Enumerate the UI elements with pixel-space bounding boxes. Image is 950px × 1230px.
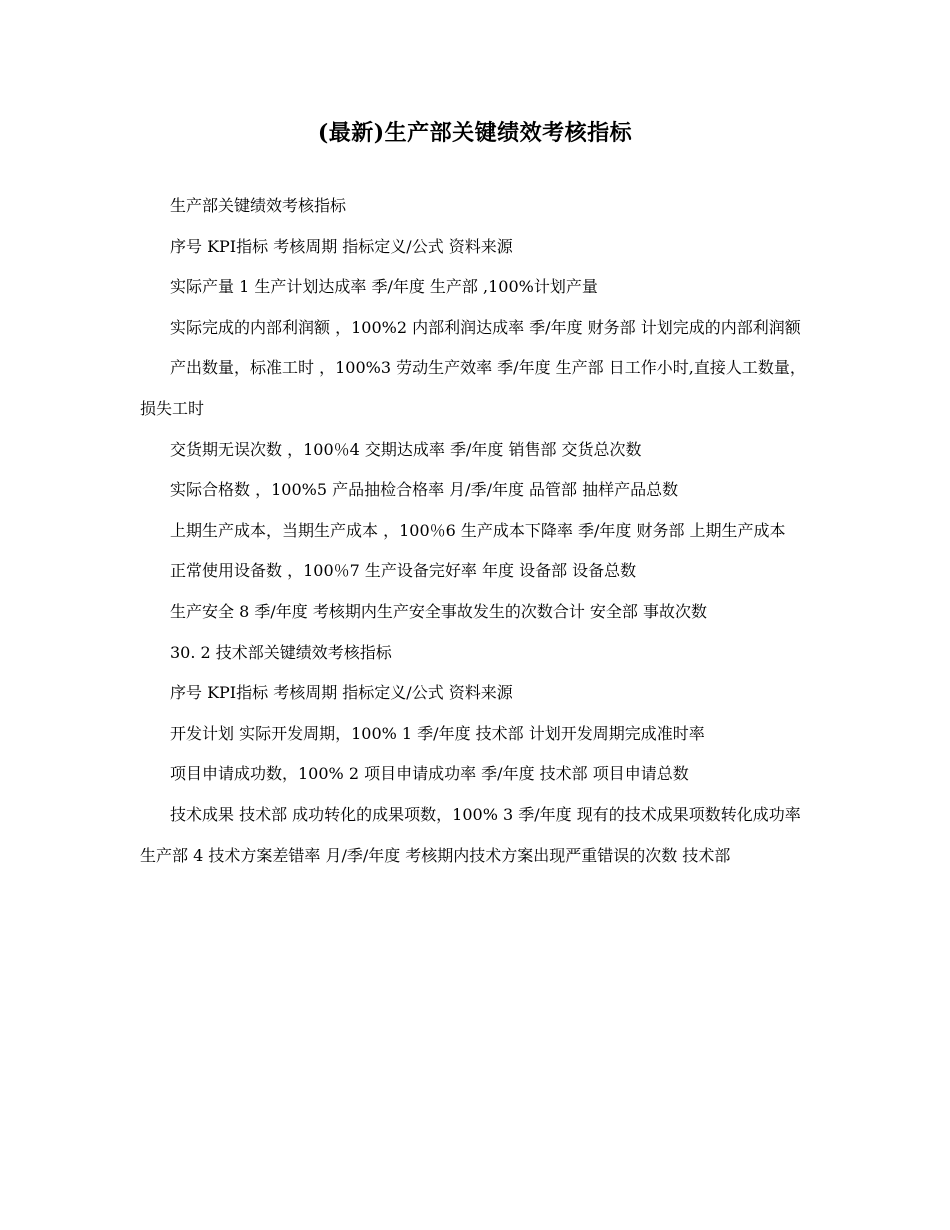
paragraph-table-header-technology: 序号 KPI指标 考核周期 指标定义/公式 资料来源: [170, 683, 513, 703]
paragraph: 交货期无误次数 ，100％4 交期达成率 季/年度 销售部 交货总次数: [170, 439, 642, 459]
paragraph: 产出数量，标准工时 ，100%3 劳动生产效率 季/年度 生产部 日工作小时,直接人工数量，损失工时: [140, 358, 806, 418]
paragraph: 上期生产成本，当期生产成本 ，100％6 生产成本下降率 季/年度 财务部 上期生产成本: [170, 520, 786, 540]
document-title: (最新)生产部关键绩效考核指标: [317, 120, 633, 146]
paragraph: 技术成果 技术部 成功转化的成果项数，100% 3 季/年度 现有的技术成果项数转化成功率 生产部 4 技术方案差错率 月/季/年度 考核期内技术方案出现严重错误的次数 技术部: [140, 804, 801, 865]
paragraph: 生产安全 8 季/年度 考核期内生产安全事故发生的次数合计 安全部 事故次数: [170, 601, 708, 621]
paragraph: 开发计划 实际开发周期，100% 1 季/年度 技术部 计划开发周期完成准时率: [170, 723, 705, 743]
paragraph: 实际合格数 ，100%5 产品抽检合格率 月/季/年度 品管部 抽样产品总数: [170, 480, 679, 500]
paragraph: 实际产量 1 生产计划达成率 季/年度 生产部 ,100%计划产量: [170, 277, 598, 297]
document-body: [140, 186, 812, 876]
paragraph: 正常使用设备数 ，100％7 生产设备完好率 年度 设备部 设备总数: [170, 561, 637, 581]
paragraph-section-heading-technology: 30. 2 技术部关键绩效考核指标: [170, 642, 392, 662]
paragraph: 项目申请成功数，100% 2 项目申请成功率 季/年度 技术部 项目申请总数: [170, 764, 689, 784]
paragraph-table-header-production: 序号 KPI指标 考核周期 指标定义/公式 资料来源: [170, 236, 513, 256]
paragraph: 实际完成的内部利润额 ，100%2 内部利润达成率 季/年度 财务部 计划完成的内部利润额: [170, 317, 801, 337]
paragraph-section-heading-production: 生产部关键绩效考核指标: [170, 196, 347, 215]
